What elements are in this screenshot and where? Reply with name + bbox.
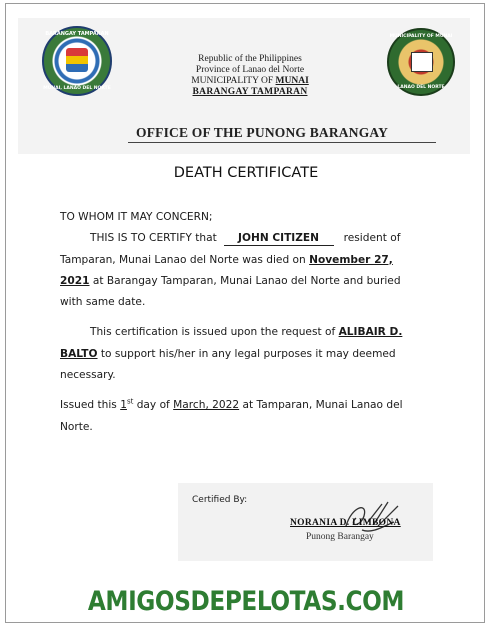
issue-day-suffix: st <box>126 397 134 406</box>
deceased-name-text: JOHN CITIZEN <box>238 232 320 245</box>
paragraph-1-line-2 <box>60 250 440 271</box>
issue-month-year: March, 2022 <box>173 399 240 412</box>
certificate-title: DEATH CERTIFICATE <box>173 165 319 181</box>
death-year: 2021 <box>60 274 90 287</box>
office-title: OFFICE OF THE PUNONG BARANGAY <box>136 125 389 140</box>
office-divider <box>128 142 436 143</box>
municipality-prefix: MUNICIPALITY OF <box>191 76 276 86</box>
paragraph-2-line-2 <box>60 344 440 365</box>
paragraph-1-line-3 <box>60 271 440 292</box>
resident-text: resident of <box>343 232 401 245</box>
watermark: AMIGOSDEPELOTAS.COM <box>87 586 405 617</box>
day-of-text: day of <box>133 399 174 412</box>
issued-text: Issued this <box>60 399 121 412</box>
issue-place-text: at Tamparan, Munai Lanao del <box>239 399 403 412</box>
letterhead-province: Province of Lanao del Norte <box>195 65 305 75</box>
signatory-name: NORANIA D. LIMBONA <box>290 518 401 528</box>
death-place-text: Tamparan, Munai Lanao del Norte was died on <box>60 253 306 266</box>
letterhead-barangay: BARANGAY TAMPARAN <box>192 87 308 97</box>
requestor-surname: BALTO <box>60 347 98 360</box>
barangay-seal-icon <box>42 26 112 96</box>
paragraph-2-line-3: necessary. <box>60 369 116 382</box>
certified-by-label: Certified By: <box>192 495 248 505</box>
municipal-seal-icon <box>387 28 455 96</box>
right-seal-bottom-text: LANAO DEL NORTE <box>397 85 445 90</box>
signatory-title: Punong Barangay <box>306 532 374 542</box>
paragraph-1-line-1 <box>60 228 440 249</box>
certificate-body <box>60 207 440 438</box>
issue-day: 1 <box>120 399 127 412</box>
deceased-name <box>224 232 334 246</box>
letterhead-republic: Republic of the Philippines <box>198 54 302 64</box>
right-seal-top-text: MUNICIPALITY OF MUNAI <box>389 34 453 39</box>
burial-text: at Barangay Tamparan, Munai Lanao del Norte and buried <box>89 274 401 287</box>
purpose-text: to support his/her in any legal purposes it may deemed <box>97 347 396 360</box>
left-seal-emblem-icon <box>66 48 88 72</box>
salutation: TO WHOM IT MAY CONCERN; <box>60 211 213 223</box>
right-seal-emblem-icon <box>411 52 433 72</box>
requestor-name: ALIBAIR D. <box>338 326 403 339</box>
left-seal-bottom-text: MUNAI, LANAO DEL NORTE <box>43 86 111 91</box>
paragraph-2-line-1 <box>60 322 440 343</box>
paragraph-1-line-4: with same date. <box>60 296 146 309</box>
paragraph-3-line-2: Norte. <box>60 420 93 433</box>
paragraph-3-line-1 <box>60 395 440 416</box>
left-seal-top-text: BARANGAY TAMPARAN <box>45 31 109 37</box>
death-date: November 27, <box>309 253 393 266</box>
municipality-name: MUNAI <box>275 76 309 86</box>
request-text: This certification is issued upon the request of <box>90 326 336 339</box>
letterhead-municipality <box>150 76 350 87</box>
letterhead <box>150 54 350 98</box>
certify-text: THIS IS TO CERTIFY that <box>90 232 217 245</box>
